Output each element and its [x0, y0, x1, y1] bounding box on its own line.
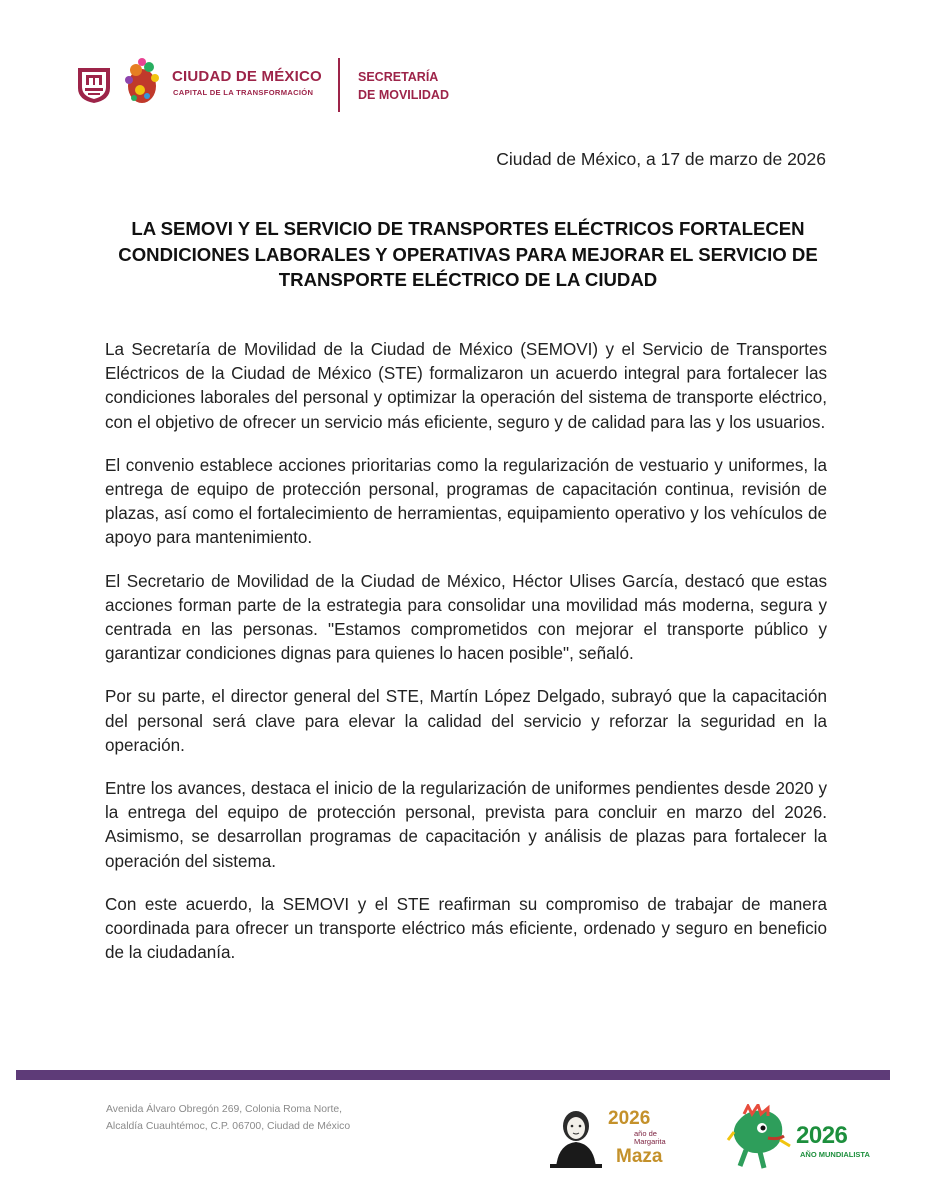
address-line-2: Alcaldía Cuauhtémoc, C.P. 06700, Ciudad de México	[106, 1121, 351, 1132]
paragraph: La Secretaría de Movilidad de la Ciudad de México (SEMOVI) y el Servicio de Transportes Eléctricos de la Ciudad de México (STE) formalizaron un acuerdo integral para fortalecer las condiciones laborales del personal y optimizar la operación del sistema de transporte eléctrico, con el objetivo de ofrecer un servicio más eficiente, seguro y de calidad para las y los usuarios.	[105, 340, 827, 432]
footer-address	[106, 1101, 350, 1135]
margarita-maza-portrait-icon	[550, 1106, 602, 1168]
mundialista-label: AÑO MUNDIALISTA	[800, 1150, 870, 1159]
press-release-title: LA SEMOVI Y EL SERVICIO DE TRANSPORTES ELÉCTRICOS FORTALECEN CONDICIONES LABORALES Y OPERATIVAS PARA MEJORAR EL SERVICIO DE TRANSPORTE ELÉCTRICO DE LA CIUDAD	[118, 218, 818, 290]
header-divider	[338, 58, 340, 112]
city-name: CIUDAD DE MÉXICO	[172, 68, 322, 85]
margarita-name: Maza	[616, 1146, 663, 1167]
mundialista-year: 2026	[796, 1122, 848, 1149]
paragraph: El Secretario de Movilidad de la Ciudad de México, Héctor Ulises García, destacó que estas acciones forman parte de la estrategia para consolidar una movilidad más moderna, segura y centrada en las personas. "Estamos comprometidos con mejorar el transporte público y garantizar condiciones dignas para quienes lo hacen posible", señaló.	[105, 571, 827, 664]
margarita-caption-line-1: año de	[634, 1129, 657, 1138]
date-line: Ciudad de México, a 17 de marzo de 2026	[496, 149, 826, 169]
header-logos	[76, 56, 496, 112]
paragraph: Entre los avances, destaca el inicio de la regularización de uniformes pendientes desde 2020 y la entrega del equipo de protección personal, prevista para concluir en marzo del 2026. Asimismo, se desarrollan programas de capacitación y análisis de plazas para fortalecer la operación del sistema.	[105, 779, 827, 871]
margarita-caption	[634, 1130, 666, 1146]
press-release-body	[105, 338, 827, 984]
mundialista-mascot-icon	[726, 1104, 792, 1172]
secretaria-line-1: SECRETARÍA	[358, 70, 439, 84]
margarita-maza-logo	[546, 1106, 686, 1170]
paragraph: Por su parte, el director general del STE, Martín López Delgado, subrayó que la capacitación del personal será clave para elevar la calidad del servicio y reforzar la seguridad en la operación.	[105, 687, 827, 755]
paragraph: El convenio establece acciones prioritarias como la regularización de vestuario y uniformes, la entrega de equipo de protección personal, programas de capacitación continua, revisión de plazas, así como el fortalecimiento de herramientas, equipamiento operativo y los vehículos de apoyo para mantenimiento.	[105, 455, 827, 548]
paragraph: Con este acuerdo, la SEMOVI y el STE reafirman su compromiso de trabajar de manera coordinada para ofrecer un transporte eléctrico más eficiente, ordenado y seguro en beneficio de la ciudadanía.	[105, 894, 827, 963]
address-line-1: Avenida Álvaro Obregón 269, Colonia Roma Norte,	[106, 1104, 343, 1115]
cdmx-heart-logo-icon	[122, 56, 162, 110]
city-tagline: CAPITAL DE LA TRANSFORMACIÓN	[173, 88, 314, 97]
margarita-caption-line-2: Margarita	[634, 1137, 666, 1146]
margarita-year: 2026	[608, 1108, 651, 1129]
secretaria-label	[358, 68, 449, 104]
secretaria-line-2: DE MOVILIDAD	[358, 88, 449, 102]
footer-divider-bar	[16, 1070, 890, 1080]
cdmx-crest-icon	[76, 64, 112, 104]
ano-mundialista-logo	[722, 1104, 882, 1172]
